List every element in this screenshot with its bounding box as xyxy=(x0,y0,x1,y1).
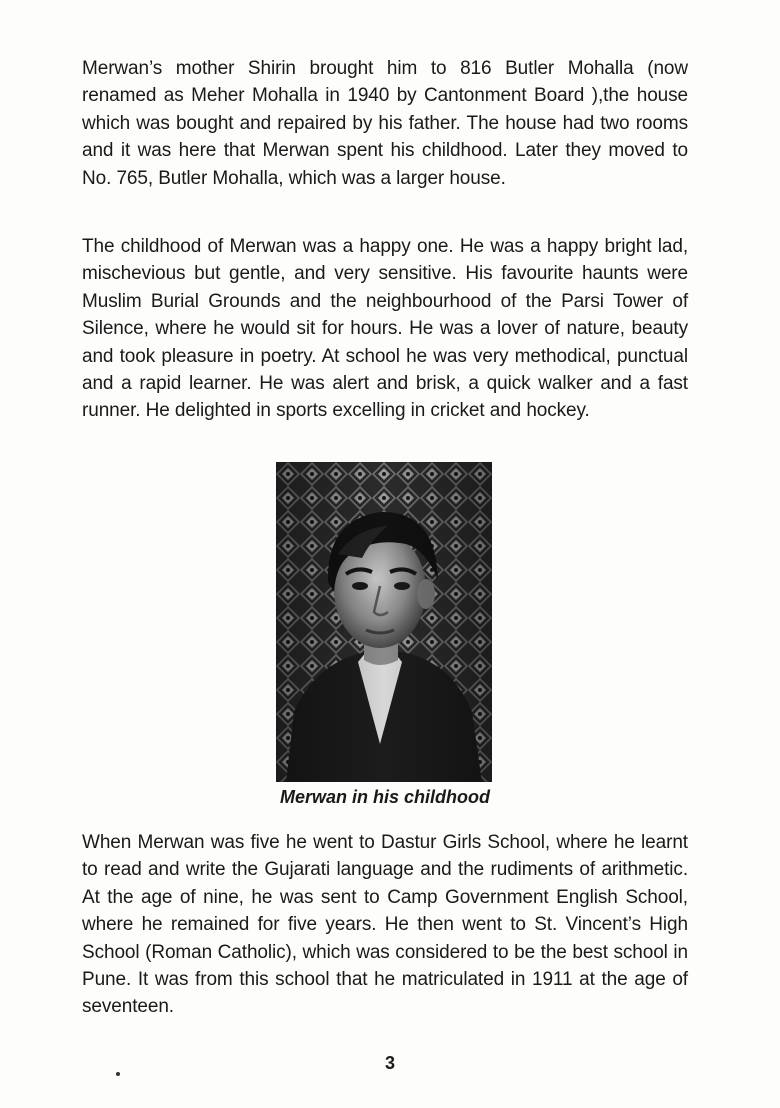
childhood-photo xyxy=(276,462,492,782)
paragraph-3: When Merwan was five he went to Dastur Girls School, where he learnt to read and write the Gujarati language and the rudiments of arithmetic. At the age of nine, he was sent to Camp Government English School, where he remained for five years. He then went to St. Vincent’s High School (Roman Catholic), which was considered to be the best school in Pune. It was from this school that he matriculated in 1911 at the age of seventeen. xyxy=(82,832,688,1018)
paragraph-2: The childhood of Merwan was a happy one. He was a happy bright lad, mischevious but gentle, and very sensitive. His favourite haunts were Muslim Burial Grounds and the neighbourhood of the Parsi Tower of Silence, where he would sit for hours. He was a lover of nature, beauty and took pleasure in poetry. At school he was very methodical, punctual and a rapid learner. He was alert and brisk, a quick walker and a fast runner. He delighted in sports excelling in cricket and hockey. xyxy=(82,236,688,422)
print-speck xyxy=(116,1072,120,1076)
paragraph-1: Merwan’s mother Shirin brought him to 816 Butler Mohalla (now renamed as Meher Mohalla in 1940 by Cantonment Board ),the house which was bought and repaired by his father. The house had two rooms and it was here that Merwan spent his childhood. Later they moved to No. 765, Butler Mohalla, which was a larger house. xyxy=(82,58,688,189)
photo-caption: Merwan in his childhood xyxy=(279,787,490,807)
page-number: 3 xyxy=(384,1053,395,1073)
